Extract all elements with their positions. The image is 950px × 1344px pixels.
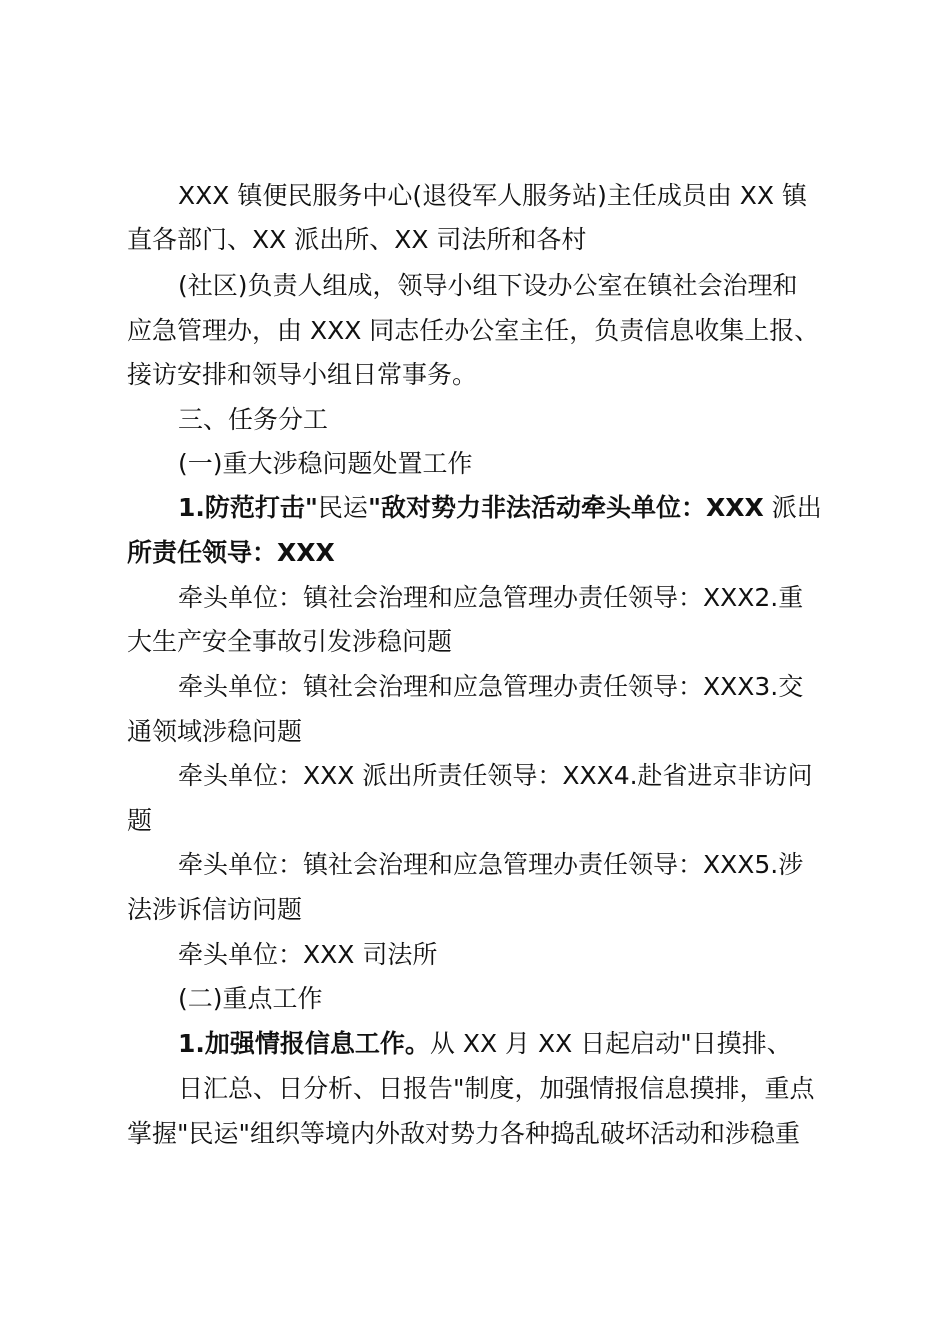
text-line: 牵头单位：镇社会治理和应急管理办责任领导：XXX5.涉 [178, 850, 804, 879]
item-heading-line [127, 537, 335, 569]
text-line: 牵头单位：镇社会治理和应急管理办责任领导：XXX2.重 [178, 583, 804, 612]
item-heading-line [178, 1028, 792, 1060]
bold-text: 1.加强情报信息工作。 [178, 1029, 430, 1058]
bold-text: "敌对势力非法活动牵头单位：XXX [367, 493, 764, 522]
text-line: 牵头单位：XXX 派出所责任领导：XXX4.赴省进京非访问 [178, 761, 813, 790]
item-heading-line [178, 492, 822, 524]
normal-text: 从 XX 月 XX 日起启动"日摸排、 [429, 1029, 792, 1058]
normal-text: 派出 [763, 493, 822, 522]
text-line: 掌握"民运"组织等境内外敌对势力各种捣乱破坏活动和涉稳重 [127, 1119, 801, 1148]
text-line: 牵头单位：镇社会治理和应急管理办责任领导：XXX3.交 [178, 672, 804, 701]
text-line: 法涉诉信访问题 [127, 895, 303, 924]
text-line: (社区)负责人组成，领导小组下设办公室在镇社会治理和 [178, 271, 798, 300]
normal-text: 民运 [317, 493, 368, 522]
text-line: 牵头单位：XXX 司法所 [178, 940, 438, 969]
bold-text: 所责任领导：XXX [127, 538, 335, 567]
text-line: 直各部门、XX 派出所、XX 司法所和各村 [127, 225, 587, 254]
section-heading: 三、任务分工 [178, 405, 329, 434]
text-line: XXX 镇便民服务中心(退役军人服务站)主任成员由 XX 镇 [178, 181, 807, 210]
subsection-heading: (一)重大涉稳问题处置工作 [178, 449, 473, 478]
text-line: 题 [127, 806, 153, 835]
text-line: 接访安排和领导小组日常事务。 [127, 360, 478, 389]
text-line: 通领域涉稳问题 [127, 717, 303, 746]
bold-text: 1.防范打击" [178, 493, 318, 522]
subsection-heading: (二)重点工作 [178, 984, 323, 1013]
text-line: 日汇总、日分析、日报告"制度，加强情报信息摸排，重点 [178, 1074, 815, 1103]
text-line: 应急管理办，由 XXX 同志任办公室主任，负责信息收集上报、 [127, 316, 820, 345]
text-line: 大生产安全事故引发涉稳问题 [127, 627, 453, 656]
